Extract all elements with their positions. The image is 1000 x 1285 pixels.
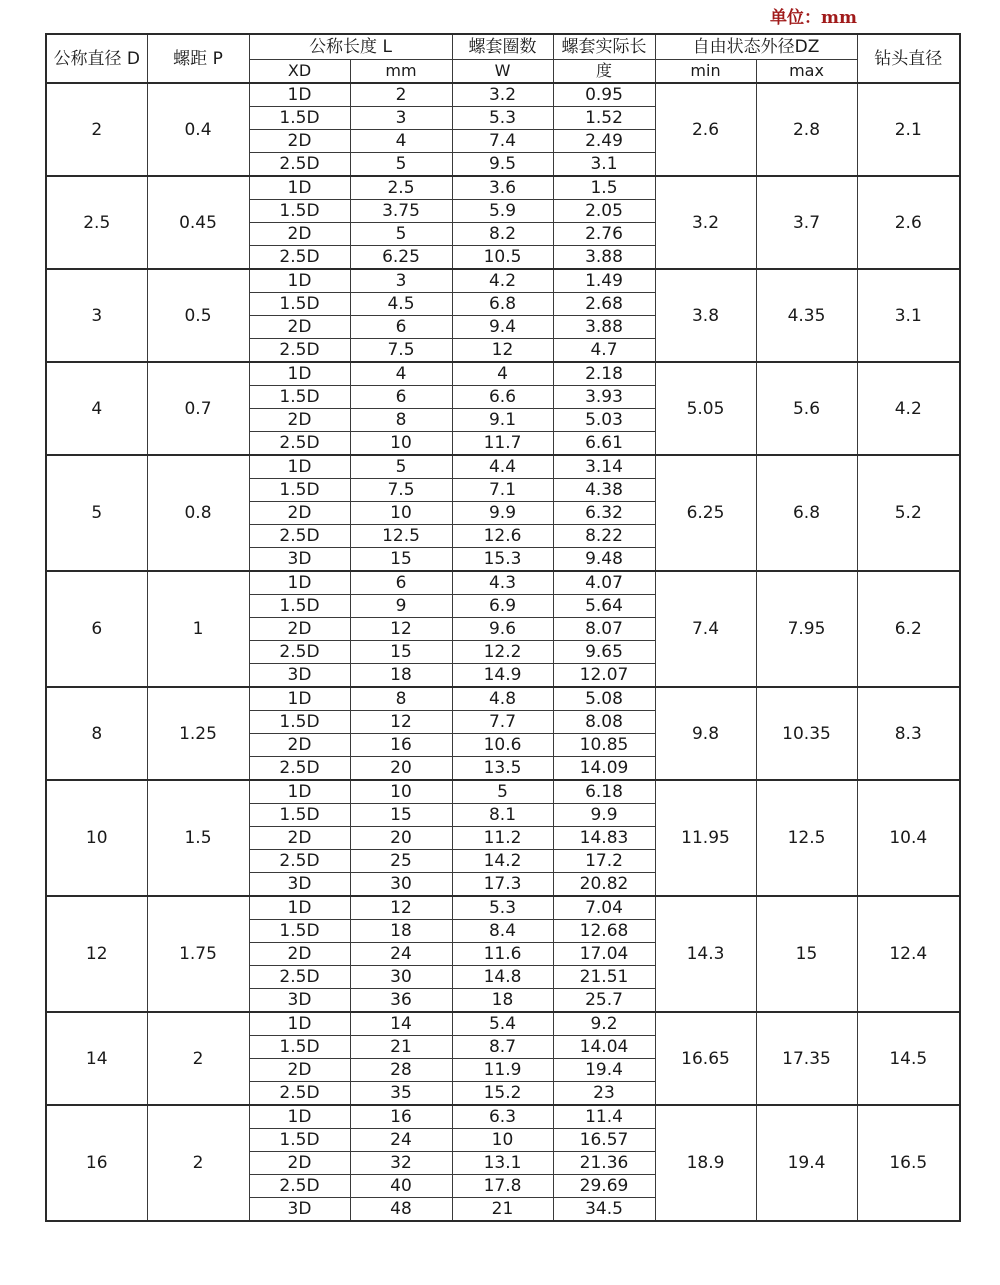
cell-turns: 5 (452, 780, 553, 804)
cell-drill-diameter: 2.6 (857, 176, 960, 269)
cell-length-mm: 20 (350, 827, 452, 850)
cell-actual-length: 34.5 (553, 1198, 655, 1222)
cell-nominal-diameter: 6 (46, 571, 147, 687)
cell-actual-length: 21.51 (553, 966, 655, 989)
cell-actual-length: 14.09 (553, 757, 655, 781)
cell-turns: 13.1 (452, 1152, 553, 1175)
cell-actual-length: 2.18 (553, 362, 655, 386)
cell-turns: 11.2 (452, 827, 553, 850)
cell-xd: 1D (249, 1105, 350, 1129)
cell-xd: 2D (249, 1152, 350, 1175)
cell-length-mm: 15 (350, 804, 452, 827)
cell-length-mm: 8 (350, 409, 452, 432)
table-row (46, 571, 960, 595)
cell-free-dia-max: 10.35 (756, 687, 857, 780)
cell-xd: 2D (249, 409, 350, 432)
cell-actual-length: 9.48 (553, 548, 655, 572)
cell-turns: 6.3 (452, 1105, 553, 1129)
table-row (46, 1105, 960, 1129)
cell-turns: 9.4 (452, 316, 553, 339)
cell-turns: 14.8 (452, 966, 553, 989)
cell-drill-diameter: 6.2 (857, 571, 960, 687)
cell-turns: 7.7 (452, 711, 553, 734)
cell-length-mm: 15 (350, 548, 452, 572)
cell-turns: 14.9 (452, 664, 553, 688)
cell-actual-length: 4.07 (553, 571, 655, 595)
cell-xd: 1.5D (249, 711, 350, 734)
cell-actual-length: 8.07 (553, 618, 655, 641)
cell-length-mm: 12.5 (350, 525, 452, 548)
cell-turns: 6.8 (452, 293, 553, 316)
cell-xd: 2.5D (249, 1082, 350, 1106)
cell-turns: 8.1 (452, 804, 553, 827)
cell-length-mm: 18 (350, 664, 452, 688)
cell-actual-length: 4.7 (553, 339, 655, 363)
cell-actual-length: 3.1 (553, 153, 655, 177)
cell-drill-diameter: 5.2 (857, 455, 960, 571)
cell-xd: 2.5D (249, 1175, 350, 1198)
cell-free-dia-max: 7.95 (756, 571, 857, 687)
cell-turns: 11.6 (452, 943, 553, 966)
header-turns-w: W (452, 60, 553, 84)
cell-xd: 1D (249, 780, 350, 804)
cell-turns: 5.3 (452, 896, 553, 920)
cell-xd: 1.5D (249, 595, 350, 618)
cell-turns: 17.8 (452, 1175, 553, 1198)
cell-turns: 12 (452, 339, 553, 363)
cell-length-mm: 6 (350, 571, 452, 595)
cell-length-mm: 4 (350, 130, 452, 153)
cell-actual-length: 5.03 (553, 409, 655, 432)
header-pitch: 螺距 P (147, 34, 249, 83)
table-row (46, 269, 960, 293)
cell-turns: 11.7 (452, 432, 553, 456)
cell-length-mm: 5 (350, 223, 452, 246)
cell-actual-length: 0.95 (553, 83, 655, 107)
cell-nominal-diameter: 16 (46, 1105, 147, 1221)
cell-xd: 2D (249, 223, 350, 246)
cell-actual-length: 7.04 (553, 896, 655, 920)
cell-length-mm: 40 (350, 1175, 452, 1198)
cell-xd: 1.5D (249, 386, 350, 409)
cell-nominal-diameter: 3 (46, 269, 147, 362)
cell-xd: 3D (249, 1198, 350, 1222)
cell-turns: 4.8 (452, 687, 553, 711)
cell-length-mm: 25 (350, 850, 452, 873)
cell-turns: 6.9 (452, 595, 553, 618)
cell-length-mm: 4 (350, 362, 452, 386)
cell-length-mm: 3 (350, 107, 452, 130)
cell-actual-length: 9.9 (553, 804, 655, 827)
cell-drill-diameter: 12.4 (857, 896, 960, 1012)
cell-pitch: 2 (147, 1105, 249, 1221)
cell-xd: 3D (249, 548, 350, 572)
cell-free-dia-max: 4.35 (756, 269, 857, 362)
cell-drill-diameter: 2.1 (857, 83, 960, 176)
cell-free-dia-max: 5.6 (756, 362, 857, 455)
cell-xd: 2.5D (249, 966, 350, 989)
cell-free-dia-max: 17.35 (756, 1012, 857, 1105)
cell-length-mm: 28 (350, 1059, 452, 1082)
cell-xd: 3D (249, 989, 350, 1013)
cell-nominal-diameter: 2.5 (46, 176, 147, 269)
cell-turns: 4 (452, 362, 553, 386)
cell-turns: 9.6 (452, 618, 553, 641)
cell-length-mm: 16 (350, 1105, 452, 1129)
cell-length-mm: 4.5 (350, 293, 452, 316)
cell-actual-length: 23 (553, 1082, 655, 1106)
cell-length-mm: 12 (350, 896, 452, 920)
cell-xd: 1D (249, 571, 350, 595)
table-row (46, 896, 960, 920)
cell-length-mm: 6 (350, 386, 452, 409)
cell-xd: 1.5D (249, 920, 350, 943)
cell-actual-length: 9.2 (553, 1012, 655, 1036)
cell-actual-length: 2.49 (553, 130, 655, 153)
cell-pitch: 1 (147, 571, 249, 687)
cell-xd: 1.5D (249, 804, 350, 827)
cell-drill-diameter: 16.5 (857, 1105, 960, 1221)
cell-length-mm: 18 (350, 920, 452, 943)
cell-length-mm: 30 (350, 873, 452, 897)
cell-free-dia-min: 7.4 (655, 571, 756, 687)
cell-xd: 1D (249, 896, 350, 920)
cell-xd: 1D (249, 687, 350, 711)
cell-xd: 1.5D (249, 200, 350, 223)
cell-xd: 2.5D (249, 641, 350, 664)
table-header (46, 34, 960, 83)
cell-turns: 12.6 (452, 525, 553, 548)
cell-nominal-diameter: 14 (46, 1012, 147, 1105)
cell-turns: 10.6 (452, 734, 553, 757)
cell-length-mm: 12 (350, 711, 452, 734)
cell-nominal-diameter: 2 (46, 83, 147, 176)
cell-turns: 5.9 (452, 200, 553, 223)
cell-length-mm: 32 (350, 1152, 452, 1175)
header-mm: mm (350, 60, 452, 84)
cell-turns: 7.1 (452, 479, 553, 502)
cell-turns: 10 (452, 1129, 553, 1152)
cell-actual-length: 17.04 (553, 943, 655, 966)
cell-drill-diameter: 14.5 (857, 1012, 960, 1105)
cell-length-mm: 7.5 (350, 479, 452, 502)
header-xd: XD (249, 60, 350, 84)
cell-drill-diameter: 4.2 (857, 362, 960, 455)
cell-actual-length: 1.49 (553, 269, 655, 293)
cell-turns: 8.2 (452, 223, 553, 246)
cell-pitch: 0.7 (147, 362, 249, 455)
cell-free-dia-min: 5.05 (655, 362, 756, 455)
cell-xd: 2D (249, 943, 350, 966)
cell-turns: 5.4 (452, 1012, 553, 1036)
cell-xd: 2D (249, 316, 350, 339)
cell-actual-length: 1.52 (553, 107, 655, 130)
cell-actual-length: 8.22 (553, 525, 655, 548)
cell-free-dia-min: 11.95 (655, 780, 756, 896)
header-nominal-length: 公称长度 L (249, 34, 452, 60)
cell-turns: 4.4 (452, 455, 553, 479)
cell-actual-length: 8.08 (553, 711, 655, 734)
cell-free-dia-max: 6.8 (756, 455, 857, 571)
cell-turns: 8.7 (452, 1036, 553, 1059)
cell-length-mm: 24 (350, 1129, 452, 1152)
cell-length-mm: 10 (350, 780, 452, 804)
table-row (46, 687, 960, 711)
cell-pitch: 1.5 (147, 780, 249, 896)
cell-nominal-diameter: 8 (46, 687, 147, 780)
cell-length-mm: 10 (350, 432, 452, 456)
cell-xd: 2D (249, 130, 350, 153)
cell-actual-length: 5.64 (553, 595, 655, 618)
header-max: max (756, 60, 857, 84)
cell-pitch: 0.4 (147, 83, 249, 176)
cell-xd: 1D (249, 1012, 350, 1036)
cell-length-mm: 14 (350, 1012, 452, 1036)
cell-free-dia-max: 12.5 (756, 780, 857, 896)
cell-drill-diameter: 3.1 (857, 269, 960, 362)
cell-length-mm: 3 (350, 269, 452, 293)
cell-free-dia-min: 2.6 (655, 83, 756, 176)
cell-turns: 12.2 (452, 641, 553, 664)
cell-xd: 2.5D (249, 246, 350, 270)
cell-free-dia-max: 15 (756, 896, 857, 1012)
cell-xd: 1.5D (249, 1129, 350, 1152)
cell-actual-length: 3.88 (553, 316, 655, 339)
cell-length-mm: 30 (350, 966, 452, 989)
cell-turns: 6.6 (452, 386, 553, 409)
table-row (46, 362, 960, 386)
cell-actual-length: 5.08 (553, 687, 655, 711)
cell-length-mm: 2 (350, 83, 452, 107)
cell-actual-length: 14.83 (553, 827, 655, 850)
cell-xd: 3D (249, 664, 350, 688)
cell-length-mm: 9 (350, 595, 452, 618)
cell-length-mm: 8 (350, 687, 452, 711)
cell-free-dia-min: 18.9 (655, 1105, 756, 1221)
cell-free-dia-max: 2.8 (756, 83, 857, 176)
cell-turns: 7.4 (452, 130, 553, 153)
spec-table (45, 33, 961, 1222)
cell-nominal-diameter: 5 (46, 455, 147, 571)
cell-actual-length: 19.4 (553, 1059, 655, 1082)
cell-length-mm: 20 (350, 757, 452, 781)
cell-turns: 10.5 (452, 246, 553, 270)
cell-nominal-diameter: 12 (46, 896, 147, 1012)
table-body (46, 83, 960, 1221)
cell-actual-length: 2.68 (553, 293, 655, 316)
cell-pitch: 1.25 (147, 687, 249, 780)
cell-xd: 2D (249, 827, 350, 850)
cell-xd: 2D (249, 734, 350, 757)
cell-length-mm: 6 (350, 316, 452, 339)
cell-xd: 1.5D (249, 293, 350, 316)
cell-xd: 2.5D (249, 757, 350, 781)
cell-length-mm: 36 (350, 989, 452, 1013)
cell-length-mm: 12 (350, 618, 452, 641)
cell-xd: 2.5D (249, 432, 350, 456)
cell-actual-length: 14.04 (553, 1036, 655, 1059)
table-row (46, 83, 960, 107)
cell-xd: 2D (249, 1059, 350, 1082)
cell-turns: 15.2 (452, 1082, 553, 1106)
cell-turns: 17.3 (452, 873, 553, 897)
cell-xd: 1D (249, 455, 350, 479)
cell-length-mm: 2.5 (350, 176, 452, 200)
table-row (46, 455, 960, 479)
cell-free-dia-max: 19.4 (756, 1105, 857, 1221)
cell-xd: 2.5D (249, 525, 350, 548)
cell-free-dia-min: 3.8 (655, 269, 756, 362)
cell-nominal-diameter: 4 (46, 362, 147, 455)
cell-actual-length: 12.68 (553, 920, 655, 943)
cell-actual-length: 25.7 (553, 989, 655, 1013)
cell-xd: 1D (249, 269, 350, 293)
cell-turns: 8.4 (452, 920, 553, 943)
cell-free-dia-min: 9.8 (655, 687, 756, 780)
cell-length-mm: 15 (350, 641, 452, 664)
header-nominal-diameter: 公称直径 D (46, 34, 147, 83)
unit-label: 单位：mm (770, 8, 857, 28)
cell-length-mm: 16 (350, 734, 452, 757)
cell-turns: 9.9 (452, 502, 553, 525)
cell-length-mm: 3.75 (350, 200, 452, 223)
cell-actual-length: 17.2 (553, 850, 655, 873)
cell-turns: 11.9 (452, 1059, 553, 1082)
cell-length-mm: 10 (350, 502, 452, 525)
cell-turns: 18 (452, 989, 553, 1013)
cell-turns: 13.5 (452, 757, 553, 781)
cell-length-mm: 6.25 (350, 246, 452, 270)
cell-xd: 2.5D (249, 850, 350, 873)
cell-turns: 3.6 (452, 176, 553, 200)
cell-free-dia-min: 3.2 (655, 176, 756, 269)
cell-actual-length: 9.65 (553, 641, 655, 664)
cell-free-dia-max: 3.7 (756, 176, 857, 269)
cell-actual-length: 12.07 (553, 664, 655, 688)
cell-drill-diameter: 10.4 (857, 780, 960, 896)
header-drill-diameter: 钻头直径 (857, 34, 960, 83)
cell-turns: 5.3 (452, 107, 553, 130)
cell-pitch: 0.8 (147, 455, 249, 571)
cell-pitch: 0.45 (147, 176, 249, 269)
header-turns: 螺套圈数 (452, 34, 553, 60)
cell-free-dia-min: 16.65 (655, 1012, 756, 1105)
cell-actual-length: 2.76 (553, 223, 655, 246)
cell-xd: 1D (249, 362, 350, 386)
cell-free-dia-min: 14.3 (655, 896, 756, 1012)
cell-length-mm: 5 (350, 455, 452, 479)
cell-turns: 3.2 (452, 83, 553, 107)
cell-actual-length: 20.82 (553, 873, 655, 897)
cell-length-mm: 48 (350, 1198, 452, 1222)
cell-turns: 21 (452, 1198, 553, 1222)
cell-xd: 2.5D (249, 339, 350, 363)
cell-actual-length: 6.32 (553, 502, 655, 525)
table-row (46, 176, 960, 200)
cell-pitch: 1.75 (147, 896, 249, 1012)
cell-turns: 9.5 (452, 153, 553, 177)
cell-length-mm: 24 (350, 943, 452, 966)
cell-length-mm: 7.5 (350, 339, 452, 363)
cell-actual-length: 3.93 (553, 386, 655, 409)
cell-turns: 14.2 (452, 850, 553, 873)
header-min: min (655, 60, 756, 84)
cell-actual-length: 29.69 (553, 1175, 655, 1198)
cell-actual-length: 3.14 (553, 455, 655, 479)
cell-turns: 9.1 (452, 409, 553, 432)
header-actual-length: 螺套实际长 (553, 34, 655, 60)
cell-xd: 1D (249, 176, 350, 200)
cell-actual-length: 16.57 (553, 1129, 655, 1152)
cell-drill-diameter: 8.3 (857, 687, 960, 780)
cell-xd: 2.5D (249, 153, 350, 177)
cell-actual-length: 21.36 (553, 1152, 655, 1175)
cell-free-dia-min: 6.25 (655, 455, 756, 571)
header-actual-length-cont: 度 (553, 60, 655, 84)
cell-xd: 1.5D (249, 107, 350, 130)
cell-actual-length: 6.61 (553, 432, 655, 456)
cell-actual-length: 6.18 (553, 780, 655, 804)
cell-turns: 4.2 (452, 269, 553, 293)
cell-xd: 1D (249, 83, 350, 107)
cell-length-mm: 21 (350, 1036, 452, 1059)
cell-actual-length: 2.05 (553, 200, 655, 223)
cell-actual-length: 3.88 (553, 246, 655, 270)
cell-actual-length: 4.38 (553, 479, 655, 502)
table-row (46, 780, 960, 804)
cell-xd: 1.5D (249, 1036, 350, 1059)
cell-xd: 1.5D (249, 479, 350, 502)
cell-length-mm: 5 (350, 153, 452, 177)
cell-pitch: 2 (147, 1012, 249, 1105)
cell-nominal-diameter: 10 (46, 780, 147, 896)
cell-length-mm: 35 (350, 1082, 452, 1106)
cell-xd: 2D (249, 618, 350, 641)
table-row (46, 1012, 960, 1036)
cell-xd: 2D (249, 502, 350, 525)
cell-pitch: 0.5 (147, 269, 249, 362)
cell-actual-length: 11.4 (553, 1105, 655, 1129)
header-free-diameter: 自由状态外径DZ (655, 34, 857, 60)
cell-actual-length: 1.5 (553, 176, 655, 200)
cell-actual-length: 10.85 (553, 734, 655, 757)
cell-turns: 15.3 (452, 548, 553, 572)
cell-turns: 4.3 (452, 571, 553, 595)
cell-xd: 3D (249, 873, 350, 897)
